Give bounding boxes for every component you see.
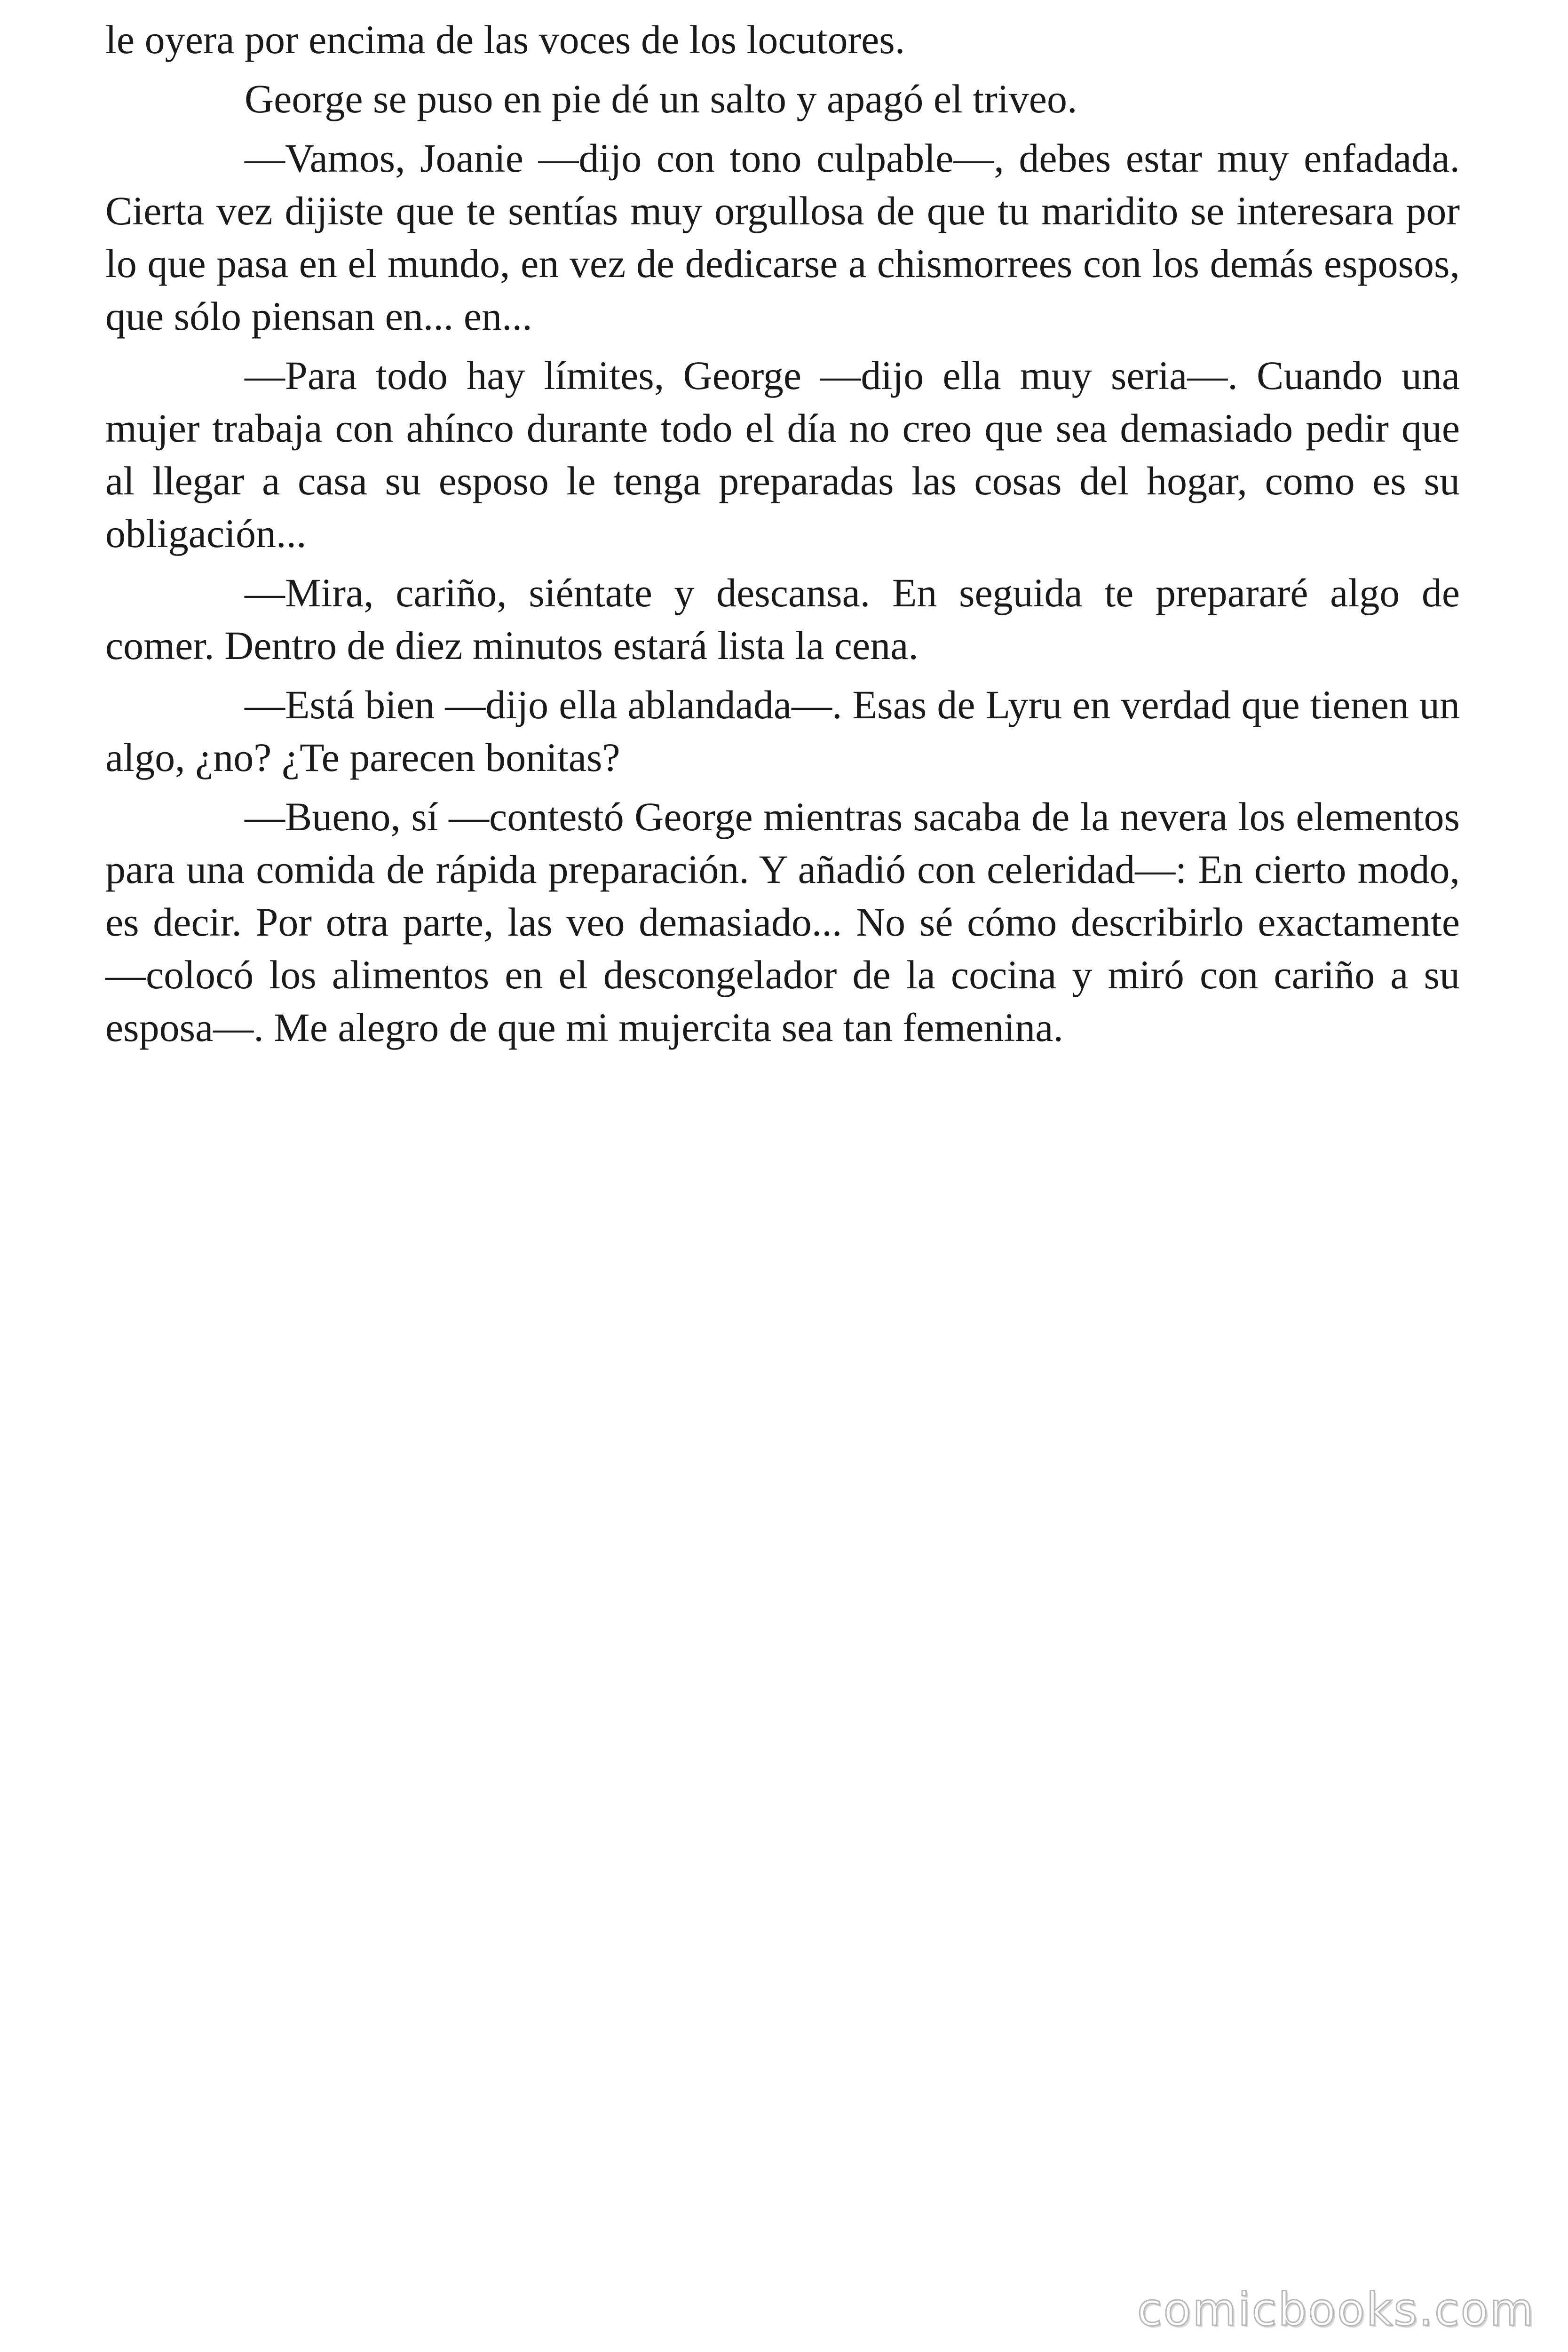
paragraph-5: —Mira, cariño, siéntate y descansa. En seguida te prepararé algo de comer. Dentro de diez minutos estará lista la cena.: [105, 570, 1460, 668]
paragraph-6: —Está bien —dijo ella ablandada—. Esas de Lyru en verdad que tienen un algo, ¿no? ¿Te parecen bonitas?: [105, 682, 1460, 780]
paragraph-1: le oyera por encima de las voces de los locutores.: [105, 17, 905, 62]
watermark-logo: comicbooks.com: [1137, 2283, 1535, 2336]
body-text: [105, 13, 1460, 1060]
paragraph-2: George se puso en pie dé un salto y apagó el triveo.: [245, 76, 1077, 121]
paragraph-4: —Para todo hay límites, George —dijo ella muy seria—. Cuando una mujer trabaja con ahínco durante todo el día no creo que sea demasiado pedir que al llegar a casa su esposo le tenga preparadas las cosas del hogar, como es su obligación...: [105, 353, 1460, 556]
paragraph-3: —Vamos, Joanie —dijo con tono culpable—, debes estar muy enfadada. Cierta vez dijiste que te sentías muy orgullosa de que tu maridito se interesara por lo que pasa en el mundo, en vez de dedicarse a chismorrees con los demás esposos, que sólo piensan en... en...: [105, 135, 1460, 339]
paragraph-7: —Bueno, sí —contestó George mientras sacaba de la nevera los elementos para una comida de rápida preparación. Y añadió con celeridad—: En cierto modo, es decir. Por otra parte, las veo demasiado... No sé cómo describirlo exactamente —colocó los alimentos en el descongelador de la cocina y miró con cariño a su esposa—. Me alegro de que mi mujercita sea tan femenina.: [105, 794, 1460, 1050]
